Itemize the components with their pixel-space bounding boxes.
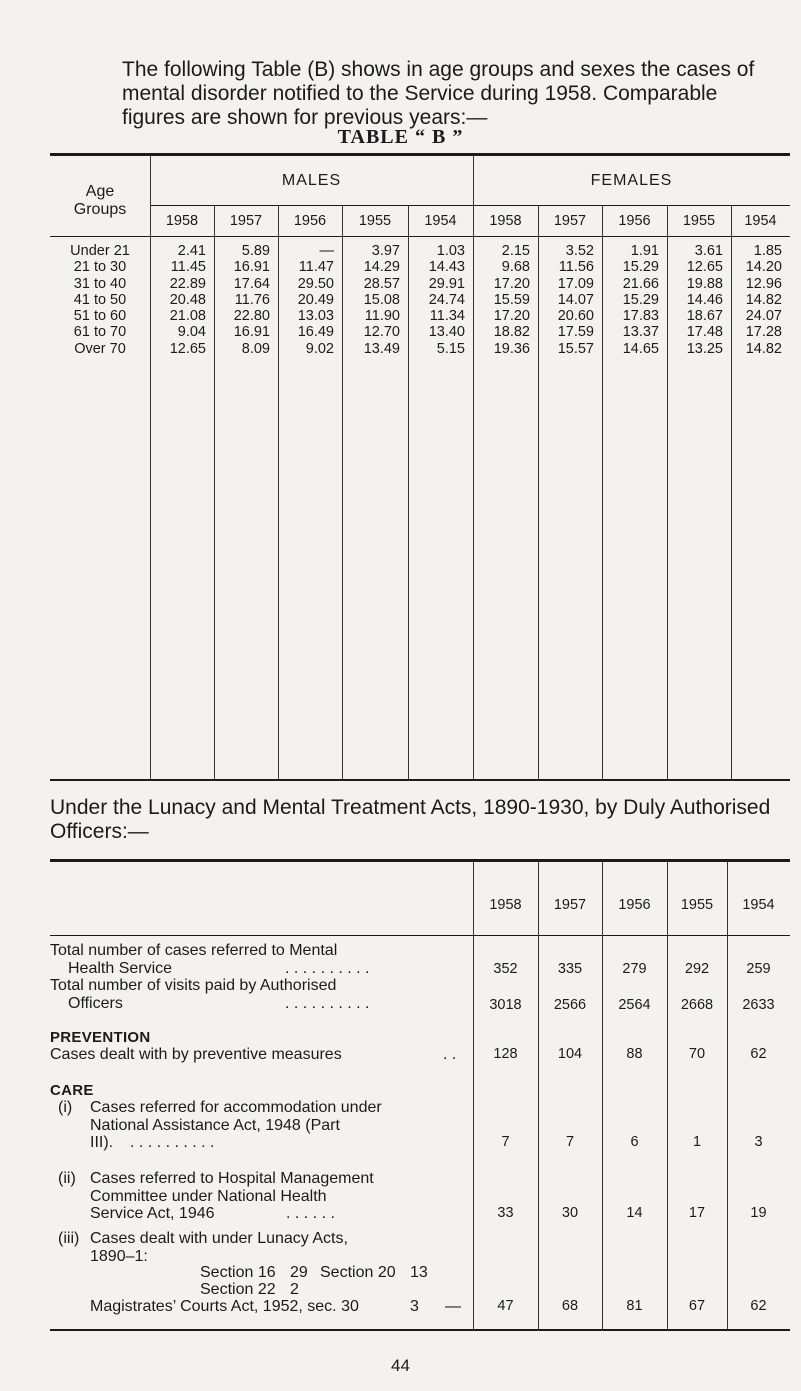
age-group-cell: 31 to 40 [73,275,127,292]
year-value: 128 [493,1046,518,1062]
year-value: 279 [622,961,647,977]
age-group-cell: 41 to 50 [73,291,127,308]
label-text: Cases dealt with by preventive measures [50,1046,342,1063]
year-header: 1955 [358,213,392,229]
females-value-cell: 15.29 [622,291,659,308]
label-line: Committee under National Health [90,1187,327,1205]
males-value-cell: 20.49 [297,291,334,308]
table-b-title: TABLE “ B ” [337,126,464,148]
section-16-label: Section 16 [200,1264,276,1281]
females-value-cell: 19.36 [493,340,530,357]
table-row [50,259,790,275]
label-line [90,1134,382,1152]
females-value-cell: 21.66 [622,275,659,292]
males-value-cell: 9.02 [305,340,334,357]
males-value-cell: 22.80 [233,308,270,325]
table2-year-header: 1955 [680,897,714,913]
section-20-label: Section 20 [320,1264,396,1281]
magistrates-value: 3 [410,1298,419,1315]
females-value-cell: 17.28 [745,324,782,341]
year-value: 3018 [489,997,522,1013]
year-header: 1954 [744,213,777,229]
care-heading: CARE [50,1082,94,1099]
year-value: 104 [557,1046,583,1062]
males-value-cell: 16.91 [233,259,270,276]
table2-bottom-rule [50,1329,790,1331]
table-b-year-header-rule [150,205,790,206]
year-value: 352 [493,961,518,977]
males-value-cell: 14.43 [428,259,465,276]
table2-year-header: 1958 [489,897,522,913]
year-value: 68 [561,1298,579,1314]
year-value: 17 [688,1205,706,1221]
label-line: Total number of cases referred to Mental [50,942,338,959]
magistrates-label: Magistrates’ Courts Act, 1952, sec. 30 [90,1298,359,1315]
year-value: 33 [497,1205,514,1221]
males-value-cell: 11.45 [170,259,206,276]
age-group-cell: 21 to 30 [73,259,127,276]
table-b-header-bottom-rule [50,236,790,237]
males-value-cell: 29.91 [428,275,465,292]
males-value-cell: 14.29 [363,259,400,276]
section-22-value: 2 [290,1281,299,1298]
females-value-cell: 13.25 [686,340,723,357]
males-value-cell: — [319,243,334,259]
care-ii-number: (ii) [58,1170,76,1187]
males-value-cell: 11.76 [234,291,270,308]
table-row [50,243,790,259]
females-value-cell: 20.60 [557,308,594,325]
table-row [50,308,790,324]
label-text: Officers [68,994,123,1012]
year-header: 1955 [682,213,716,229]
males-value-cell: 13.49 [363,340,400,357]
age-group-cell: 51 to 60 [73,308,127,325]
age-header-line2: Groups [73,201,127,218]
age-header-line1: Age [85,183,115,200]
table2-divider [667,862,668,1330]
label-line: 1890–1: [90,1247,148,1265]
females-value-cell: 9.68 [501,259,530,276]
table-row [50,276,790,292]
year-value: 67 [688,1298,706,1314]
year-value: 6 [630,1134,639,1150]
age-group-cell: Under 21 [70,243,130,259]
leader-dots: . . . . . . . . . . [130,1134,215,1151]
table-row [50,341,790,357]
intro-paragraph: The following Table (B) shows in age groups and sexes the cases of mental disorder notified to the Service during 1958. Comparable figures are shown for previous years:— [122,58,755,129]
females-value-cell: 14.07 [557,291,594,308]
year-value: 2633 [742,997,775,1013]
year-header: 1958 [489,213,522,229]
females-value-cell: 14.20 [745,259,782,276]
year-value: 2564 [618,997,651,1013]
males-value-cell: 5.89 [241,243,270,259]
males-value-cell: 13.40 [428,324,465,341]
males-value-cell: 16.49 [297,324,334,341]
section-20-value: 13 [410,1264,428,1281]
label-line: Total number of visits paid by Authorised [50,977,337,994]
year-value: 2668 [680,997,714,1013]
males-value-cell: 28.57 [363,275,400,292]
females-value-cell: 12.96 [745,275,782,292]
females-value-cell: 14.82 [745,340,782,357]
males-value-cell: 8.09 [241,340,270,357]
females-value-cell: 1.91 [630,243,659,259]
males-value-cell: 11.90 [364,308,400,325]
females-value-cell: 14.46 [686,291,723,308]
label-line: Cases dealt with under Lunacy Acts, [90,1230,348,1247]
females-value-cell: 17.59 [557,324,594,341]
label-line: National Assistance Act, 1948 (Part [90,1116,340,1134]
table2-divider [727,862,728,1330]
males-value-cell: 24.74 [428,291,465,308]
males-value-cell: 9.04 [177,324,206,341]
males-value-cell: 12.70 [363,324,400,341]
section-22-label: Section 22 [200,1281,276,1298]
label-text: Service Act, 1946 [90,1205,215,1222]
females-value-cell: 1.85 [753,243,782,259]
year-value: 47 [497,1298,514,1314]
table2-divider [538,862,539,1330]
females-value-cell: 3.61 [694,243,723,259]
care-iii-number: (iii) [58,1230,80,1247]
females-value-cell: 24.07 [745,308,782,325]
section-16-value: 29 [290,1264,308,1281]
year-value: 7 [501,1134,510,1150]
females-value-cell: 11.56 [558,259,594,276]
table2-year-header: 1954 [742,897,775,913]
males-value-cell: 2.41 [177,243,206,259]
label-line [50,994,370,1013]
age-header [50,183,150,219]
iii-dash: — [445,1298,461,1315]
total-referred-label [50,942,370,977]
year-value: 81 [626,1298,643,1314]
year-value: 14 [626,1205,643,1221]
males-value-cell: 21.08 [169,308,206,325]
prevention-heading: PREVENTION [50,1029,151,1046]
females-value-cell: 17.83 [622,308,659,325]
care-i-label [90,1099,382,1152]
year-header: 1957 [229,213,263,229]
females-value-cell: 2.15 [501,243,530,259]
year-value: 1 [692,1134,702,1150]
year-value: 7 [565,1134,575,1150]
year-header: 1956 [293,213,327,229]
females-value-cell: 15.57 [557,340,594,357]
males-value-cell: 13.03 [297,308,334,325]
age-group-cell: 61 to 70 [73,324,127,341]
males-value-cell: 15.08 [363,291,400,308]
males-value-cell: 5.15 [436,340,465,357]
year-value: 62 [750,1298,767,1314]
table-row [50,324,790,340]
females-value-cell: 17.09 [557,275,594,292]
males-value-cell: 16.91 [233,324,270,341]
year-value: 335 [557,961,583,977]
table-row [50,292,790,308]
label-line: Cases referred for accommodation under [90,1099,382,1116]
females-value-cell: 12.65 [686,259,723,276]
table2-year-header: 1956 [618,897,651,913]
year-value: 2566 [553,997,587,1013]
males-value-cell: 22.89 [169,275,206,292]
females-value-cell: 14.82 [745,291,782,308]
males-value-cell: 12.65 [169,340,206,357]
females-value-cell: 17.48 [686,324,723,341]
label-text: III). [90,1134,114,1151]
males-value-cell: 11.34 [429,308,465,325]
total-visits-label [50,977,370,1012]
year-header: 1954 [424,213,457,229]
year-value: 62 [750,1046,767,1062]
year-value: 70 [688,1046,706,1062]
year-value: 30 [561,1205,579,1221]
care-iii-label [90,1230,348,1265]
females-value-cell: 3.52 [565,243,594,259]
label-line: Service Act, 1946 . . . . . . [90,1205,335,1222]
year-value: 88 [626,1046,643,1062]
table2-divider [602,862,603,1330]
females-value-cell: 13.37 [622,324,659,341]
leader-dots: . . . . . . . . . . [285,959,370,977]
table-b-top-rule [50,153,790,156]
males-value-cell: 29.50 [297,275,334,292]
year-value: 292 [684,961,710,977]
leader-dots: . . . . . . . . . . [285,994,370,1012]
table2-top-rule [50,859,790,862]
males-value-cell: 1.03 [436,243,465,259]
females-value-cell: 18.82 [493,324,530,341]
males-value-cell: 3.97 [371,243,400,259]
care-i-number: (i) [58,1099,73,1116]
table-b-bottom-rule [50,779,790,781]
year-value: 3 [754,1134,763,1150]
label-line: Cases referred to Hospital Management [90,1170,374,1187]
females-value-cell: 17.20 [493,275,530,292]
label-text: Health Service [68,959,173,977]
prevention-label: Cases dealt with by preventive measures . . [50,1046,457,1063]
year-header: 1957 [553,213,587,229]
females-value-cell: 15.59 [493,291,530,308]
care-ii-label [90,1170,374,1223]
page-number: 44 [391,1356,410,1375]
females-value-cell: 15.29 [622,259,659,276]
table-b-body [50,243,790,357]
year-header: 1956 [618,213,651,229]
males-value-cell: 11.47 [298,259,334,276]
females-value-cell: 17.20 [493,308,530,325]
subheading: Under the Lunacy and Mental Treatment Acts, 1890-1930, by Duly Authorised Officers:— [50,796,771,843]
males-value-cell: 17.64 [233,275,270,292]
table2-divider [473,862,474,1330]
label-line [50,959,370,978]
females-value-cell: 18.67 [686,308,723,325]
table2-header-rule [50,935,790,936]
females-header: FEMALES [590,172,673,189]
males-value-cell: 20.48 [169,291,206,308]
table2-year-header: 1957 [553,897,587,913]
year-value: 259 [746,961,771,977]
males-header: MALES [281,172,342,189]
year-header: 1958 [165,213,199,229]
age-group-cell: Over 70 [74,340,126,357]
females-value-cell: 19.88 [686,275,723,292]
females-value-cell: 14.65 [622,340,659,357]
year-value: 19 [750,1205,767,1221]
